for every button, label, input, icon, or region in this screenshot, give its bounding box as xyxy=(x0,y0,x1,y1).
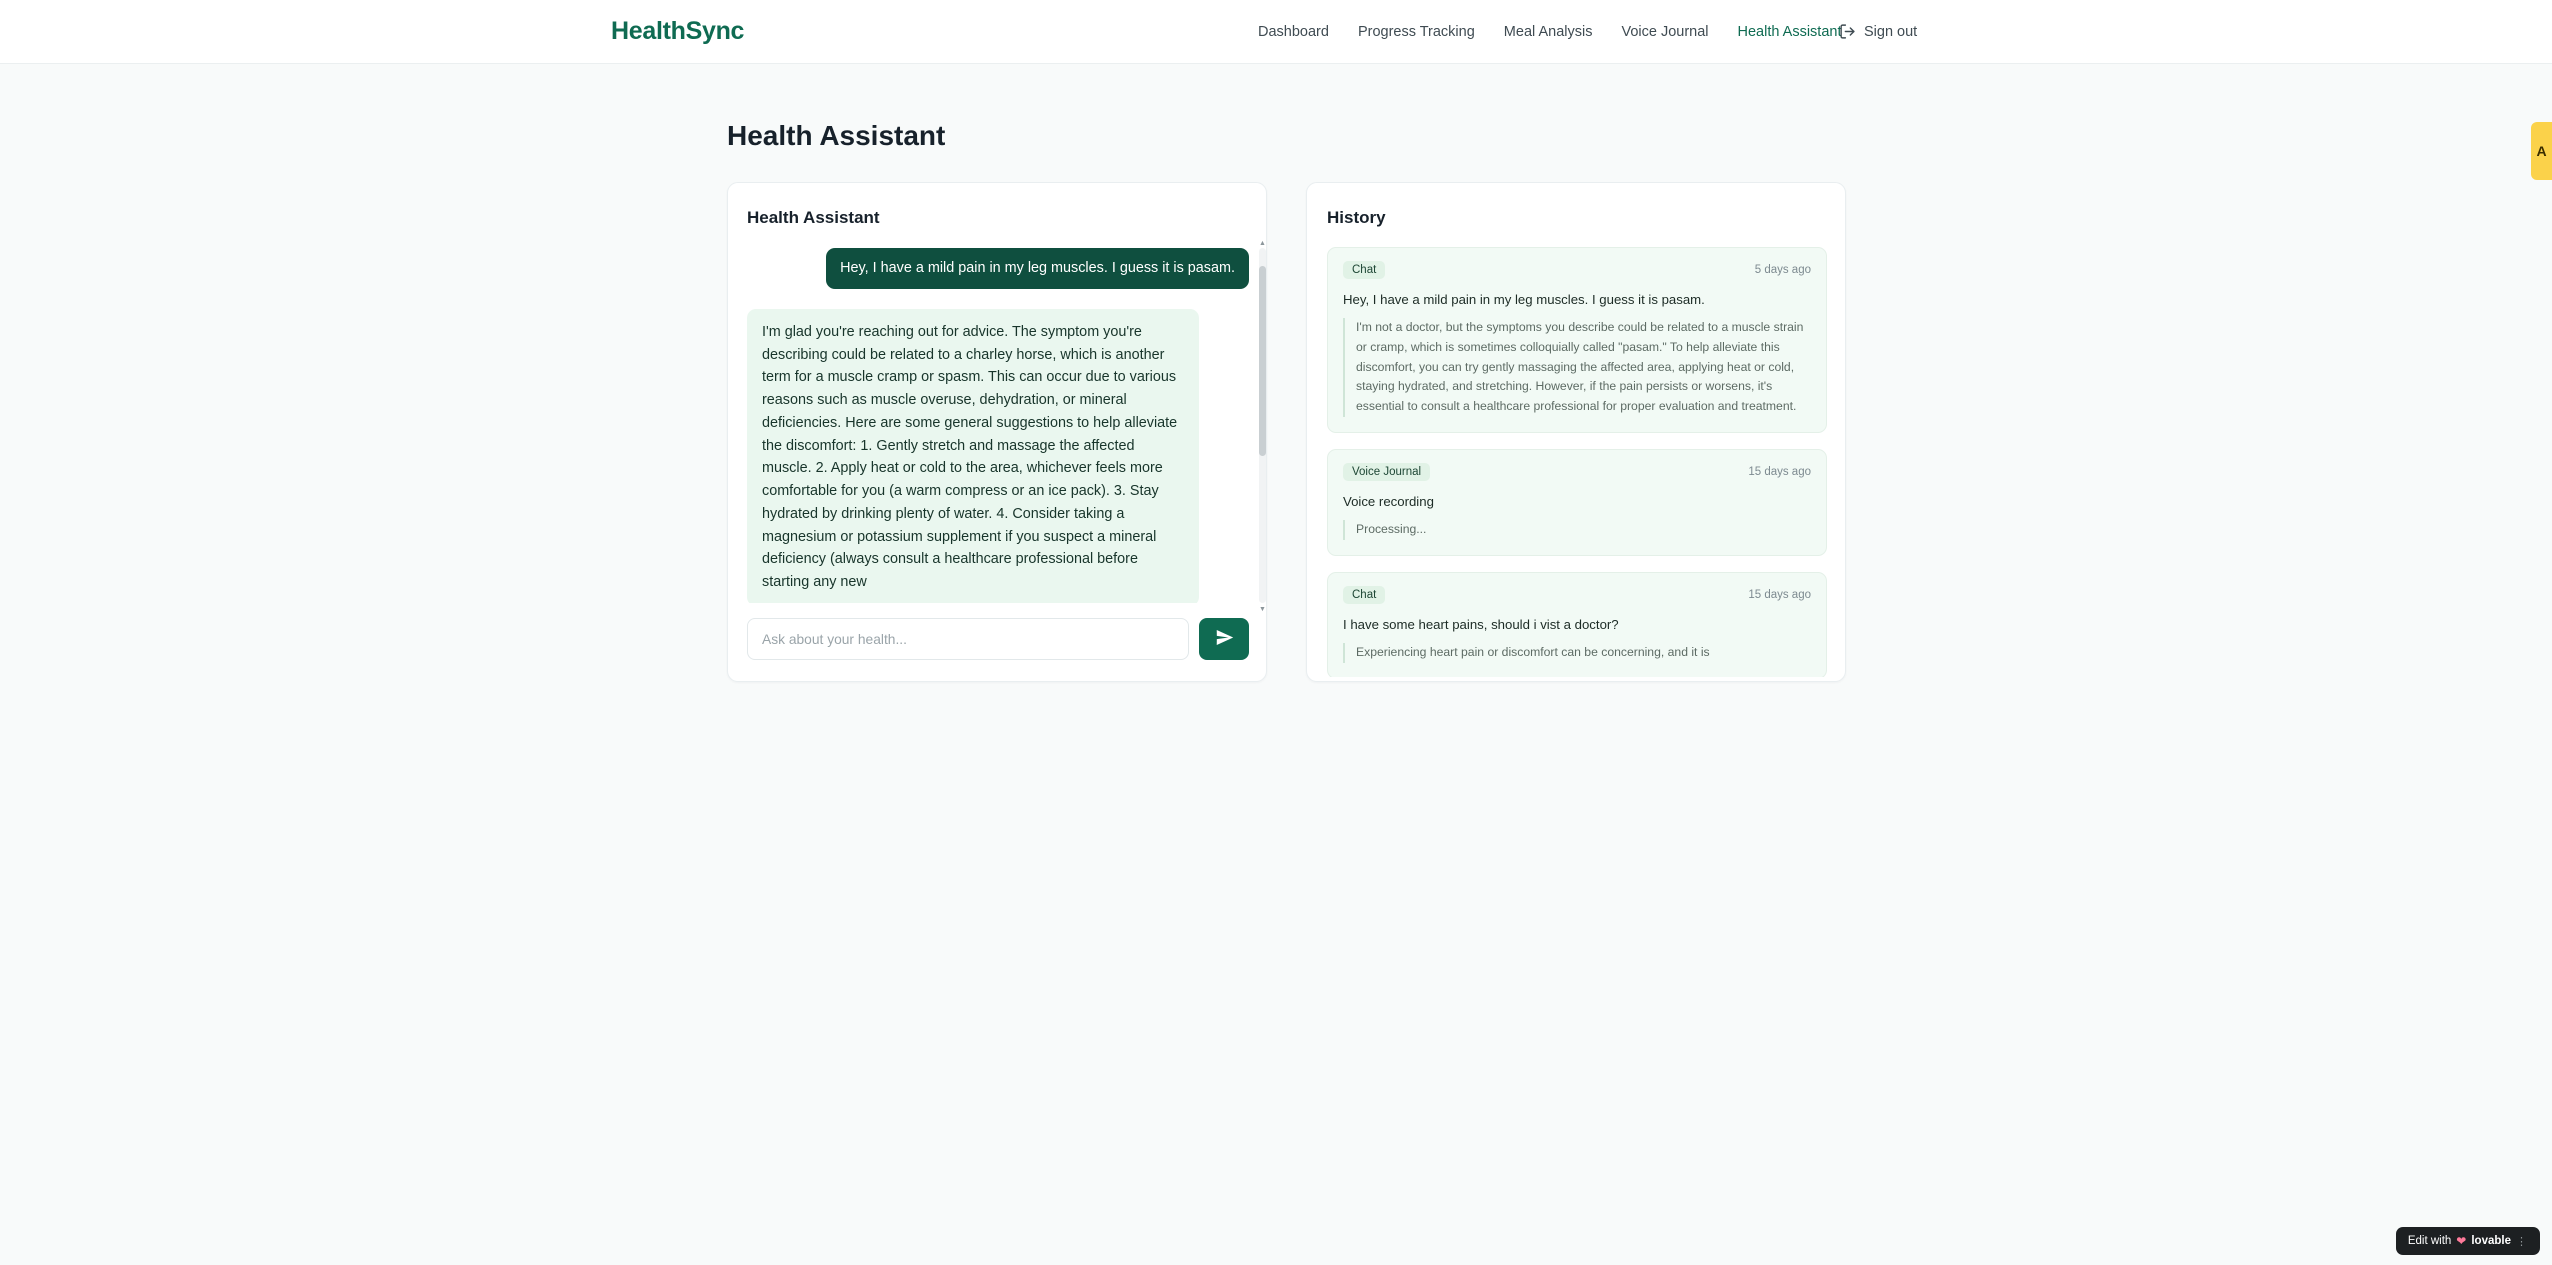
nav-links xyxy=(1258,24,1842,40)
more-options-icon[interactable]: ⋮ xyxy=(2516,1235,2528,1248)
send-icon xyxy=(1215,628,1234,650)
list-item[interactable] xyxy=(1327,449,1827,556)
history-item-timestamp: 15 days ago xyxy=(1748,465,1811,478)
status-badge: Chat xyxy=(1343,586,1385,604)
top-navbar xyxy=(0,0,2552,64)
edit-with-label: Edit with xyxy=(2407,1235,2452,1247)
sign-out-label: Sign out xyxy=(1864,23,1918,40)
chat-row-assistant xyxy=(747,309,1249,603)
nav-item-dashboard[interactable]: Dashboard xyxy=(1258,23,1329,40)
nav-item-meal-analysis[interactable]: Meal Analysis xyxy=(1503,23,1593,40)
history-list xyxy=(1327,247,1827,677)
edit-with-lovable-badge[interactable] xyxy=(2396,1227,2540,1255)
history-item-text: I have some heart pains, should i vist a doctor? xyxy=(1343,616,1619,632)
list-item[interactable] xyxy=(1327,572,1827,677)
history-item-text: Hey, I have a mild pain in my leg muscles. I guess it is pasam. xyxy=(1343,292,1705,307)
history-panel xyxy=(1306,182,1846,682)
chat-scroll-up-arrow[interactable]: ▲ xyxy=(1259,240,1266,247)
side-accessibility-tab[interactable] xyxy=(2531,122,2552,180)
history-item-header xyxy=(1343,261,1811,279)
chat-scrollbar-thumb[interactable] xyxy=(1259,266,1266,456)
assistant-card-title: Health Assistant xyxy=(747,208,880,227)
brand-logo[interactable]: HealthSync xyxy=(611,17,745,45)
chat-input[interactable] xyxy=(747,618,1189,660)
history-item-reply: I'm not a doctor, but the symptoms you describe could be related to a muscle strain or cramp, which is sometimes colloquially called "pasam." To help alleviate this discomfort, you can try gently massaging the affected area, applying heat or cold, staying hydrated, and stretching. However, if the pain persists or worsens, it's essential to consult a healthcare professional for proper evaluation and treatment. xyxy=(1343,318,1811,417)
nav-item-health-assistant[interactable]: Health Assistant xyxy=(1737,23,1842,40)
chat-message-list xyxy=(747,248,1249,603)
chat-bubble-user: Hey, I have a mild pain in my leg muscles. I guess it is pasam. xyxy=(826,248,1249,289)
list-item[interactable] xyxy=(1327,247,1827,433)
status-badge: Chat xyxy=(1343,261,1385,279)
send-button[interactable] xyxy=(1199,618,1249,660)
history-item-reply: Processing... xyxy=(1343,520,1811,540)
history-item-header xyxy=(1343,463,1811,481)
sign-out-icon xyxy=(1839,23,1856,40)
sign-out-button[interactable] xyxy=(1839,23,1917,40)
chat-composer xyxy=(747,618,1249,660)
history-item-timestamp: 5 days ago xyxy=(1754,264,1811,276)
chat-bubble-assistant: I'm glad you're reaching out for advice. The symptom you're describing could be related to a charley horse, which is another term for a muscle cramp or spasm. This can occur due to various reasons such as muscle overuse, dehydration, or mineral deficiencies. Here are some general suggestions to help alleviate the discomfort: 1. Gently stretch and massage the affected muscle. 2. Apply heat or cold to the area, whichever feels more comfortable for you (a warm compress or an ice pack). 3. Stay hydrated by drinking plenty of water. 4. Consider taking a magnesium or potassium supplement if you suspect a mineral deficiency (always consult a healthcare professional before starting any new xyxy=(747,309,1199,603)
chat-row-user xyxy=(747,248,1249,289)
lovable-label: lovable xyxy=(2471,1235,2511,1247)
history-item-reply: Experiencing heart pain or discomfort can be concerning, and it is xyxy=(1343,643,1811,663)
nav-item-voice-journal[interactable]: Voice Journal xyxy=(1621,23,1709,40)
history-item-text: Voice recording xyxy=(1343,493,1434,509)
page-title: Health Assistant xyxy=(727,120,946,151)
history-card-title: History xyxy=(1327,208,1386,227)
history-item-header xyxy=(1343,586,1811,604)
chat-scrollbar-track[interactable] xyxy=(1259,248,1266,603)
history-item-timestamp: 15 days ago xyxy=(1748,588,1811,601)
status-badge: Voice Journal xyxy=(1343,463,1430,481)
nav-item-progress-tracking[interactable]: Progress Tracking xyxy=(1357,23,1475,40)
heart-icon: ❤ xyxy=(2456,1234,2467,1248)
health-assistant-panel xyxy=(727,182,1267,682)
chat-scroll-down-arrow[interactable]: ▼ xyxy=(1259,606,1266,613)
side-tab-label: A xyxy=(2536,143,2547,159)
